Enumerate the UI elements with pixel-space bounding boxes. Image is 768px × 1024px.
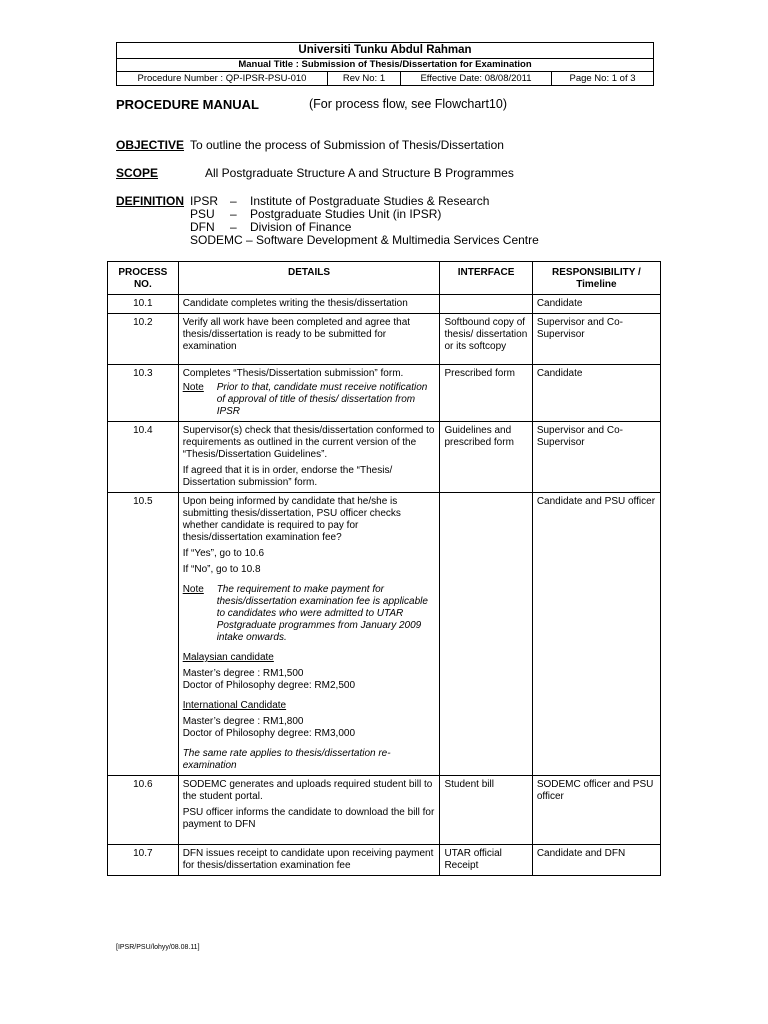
- international-candidate-label: International Candidate: [182, 700, 287, 711]
- interface-cell: Softbound copy of thesis/ dissertation or its softcopy: [440, 314, 532, 365]
- note-text: The requirement to make payment for thesis/dissertation examination fee is applicable to candidates who were admitted to UTAR Postgraduate programmes from January 2009 intake onwards.: [216, 584, 428, 643]
- table-row: [108, 422, 661, 493]
- process-no: 10.4: [108, 422, 179, 493]
- process-no: 10.3: [108, 365, 179, 422]
- details-cell: DFN issues receipt to candidate upon receiving payment for thesis/dissertation examination fee: [178, 845, 440, 876]
- header-responsibility: RESPONSIBILITY / Timeline: [532, 262, 660, 295]
- header-interface: INTERFACE: [440, 262, 532, 295]
- procedure-manual-title: PROCEDURE MANUAL: [116, 97, 259, 112]
- revision-number: Rev No: 1: [328, 72, 401, 85]
- process-table: [107, 261, 661, 876]
- responsibility-cell: Candidate and PSU officer: [532, 493, 660, 776]
- objective-label: OBJECTIVE: [116, 138, 185, 152]
- process-no: 10.1: [108, 295, 179, 314]
- interface-cell: Student bill: [440, 776, 532, 845]
- details-cell: SODEMC generates and uploads required student bill to the student portal. PSU officer informs the candidate to download the bill for payment to DFN: [178, 776, 440, 845]
- effective-date: Effective Date: 08/08/2011: [401, 72, 552, 85]
- responsibility-cell: Supervisor and Co-Supervisor: [532, 422, 660, 493]
- details-cell: Candidate completes writing the thesis/dissertation: [178, 295, 440, 314]
- same-rate-note: The same rate applies to thesis/dissertation re-examination: [182, 748, 391, 771]
- flowchart-note: (For process flow, see Flowchart10): [309, 97, 507, 111]
- note-text: Prior to that, candidate must receive notification of approval of title of thesis/ dissertation from IPSR: [216, 382, 428, 417]
- definition-label: DEFINITION: [116, 194, 184, 208]
- process-no: 10.6: [108, 776, 179, 845]
- scope-label: SCOPE: [116, 166, 159, 180]
- table-row: [108, 365, 661, 422]
- details-cell: Supervisor(s) check that thesis/dissertation conformed to requirements as outlined in the current version of the “Thesis/Dissertation Guidelines”. If agreed that it is in order, endorse the “Thesis/ Dissertation submission” form.: [178, 422, 440, 493]
- details-cell: Completes “Thesis/Dissertation submission” form. Note Prior to that, candidate must receive notification of approval of title of thesis/ dissertation from IPSR: [178, 365, 440, 422]
- note-block: [183, 382, 436, 418]
- malaysian-candidate-label: Malaysian candidate: [182, 652, 274, 663]
- document-footer: [IPSR/PSU/lohyy/08.08.11]: [116, 944, 200, 951]
- responsibility-cell: Candidate and DFN: [532, 845, 660, 876]
- process-no: 10.7: [108, 845, 179, 876]
- table-row: [108, 314, 661, 365]
- header-process-no: PROCESS NO.: [108, 262, 179, 295]
- table-header-row: [108, 262, 661, 295]
- header-details: DETAILS: [178, 262, 440, 295]
- procedure-number: Procedure Number : QP-IPSR-PSU-010: [117, 72, 328, 85]
- definition-sodemc: SODEMC – Software Development & Multimedia Services Centre: [190, 233, 539, 247]
- note-block: [183, 584, 436, 644]
- responsibility-cell: SODEMC officer and PSU officer: [532, 776, 660, 845]
- scope-text: All Postgraduate Structure A and Structure B Programmes: [205, 166, 514, 180]
- table-row: [108, 295, 661, 314]
- table-row: [108, 845, 661, 876]
- process-no: 10.5: [108, 493, 179, 776]
- responsibility-cell: Candidate: [532, 295, 660, 314]
- university-name: Universiti Tunku Abdul Rahman: [117, 43, 653, 59]
- table-row: [108, 776, 661, 845]
- page-number: Page No: 1 of 3: [569, 73, 636, 84]
- document-page: Universiti Tunku Abdul Rahman Manual Title : Submission of Thesis/Dissertation for Examination Procedure Number : QP-IPSR-PSU-010 Rev No: 1 Effective Date: 08/08/2011 Page No: 1 of 3 PROCEDURE MANUAL (For process flow, see Flowchart10) OBJECTIVE To outline the process of Submission of Thesis/Dissertation SCOPE All Postgraduate Structure A and Structure B Programmes DEFINITION IPSR – Institute of Postgraduate Studies & Research PSU – Postgraduate Studies Unit (in IPSR) DFN – Division of Finance SODEMC – Software Development & Multimedia Services Centre PROCESS NO. DETAILS INTERFACE RESPONSIBILITY / Timeline 10.1 Candidate completes writing the thesis/dissertation Candidate 10.2 Verify all work have been completed and agree that thesis/dissertation is ready to be submitted for examination Softbound copy of thesis/ dissertation or its softcopy Supervisor and Co-Supervisor 10.3 Completes “Thesis/Dissertation submission” form. Note Prior to that, candidate must receive notification of approval of title of thesis/ dissertation from IPSR Prescribed form Candidate 10.4 Supervisor(s) check that thesis/dissertation conformed to requirements as outlined in the current version of the “Thesis/Dissertation Guidelines”. If agreed that it is in order, endorse the “Thesis/ Dissertation submission” form. Guidelines and prescribed form Supervisor and Co-Supervisor 10.5 Upon being informed by candidate that he/she is submitting thesis/dissertation, PSU officer checks whether candidate is required to pay for thesis/dissertation examination fee? If “Yes”, go to 10.6 If “No”, go to 10.8 Note The requirement to make payment for thesis/dissertation examination fee is applicable to candidates who were admitted to UTAR Postgraduate programmes from January 2009 intake onwards. Malaysian candidate Master’s degree : RM1,500 Doctor of Philosophy degree: RM2,500 International Candidate Master’s degree : RM1,800 Doctor of Philosophy degree: RM3,000 The same rate applies to thesis/dissertation re-examination Candidate and PSU officer 10.6 SODEMC generates and uploads required student bill to the student portal. PSU officer informs the candidate to download the bill for payment to DFN Student bill SODEMC officer and PSU officer 10.7 DFN issues receipt to candidate upon receiving payment for thesis/dissertation examination fee UTAR official Receipt Candidate and DFN [IPSR/PSU/lohyy/08.08.11]: [0, 0, 768, 1024]
- document-header-table: [116, 42, 654, 86]
- table-row: [108, 493, 661, 776]
- responsibility-cell: Supervisor and Co-Supervisor: [532, 314, 660, 365]
- objective-text: To outline the process of Submission of Thesis/Dissertation: [190, 138, 504, 152]
- details-cell: Verify all work have been completed and agree that thesis/dissertation is ready to be submitted for examination: [178, 314, 440, 365]
- process-no: 10.2: [108, 314, 179, 365]
- interface-cell: [440, 295, 532, 314]
- note-label: Note: [182, 584, 204, 595]
- details-cell: Upon being informed by candidate that he/she is submitting thesis/dissertation, PSU officer checks whether candidate is required to pay for thesis/dissertation examination fee? If “Yes”, go to 10.6 If “No”, go to 10.8 Note The requirement to make payment for thesis/dissertation examination fee is applicable to candidates who were admitted to UTAR Postgraduate programmes from January 2009 intake onwards. Malaysian candidate Master’s degree : RM1,500 Doctor of Philosophy degree: RM2,500 International Candidate Master’s degree : RM1,800 Doctor of Philosophy degree: RM3,000 The same rate applies to thesis/dissertation re-examination: [178, 493, 440, 776]
- interface-cell: Prescribed form: [440, 365, 532, 422]
- interface-cell: Guidelines and prescribed form: [440, 422, 532, 493]
- interface-cell: UTAR official Receipt: [440, 845, 532, 876]
- note-label: Note: [182, 382, 204, 393]
- manual-title: Manual Title : Submission of Thesis/Dissertation for Examination: [117, 59, 653, 72]
- responsibility-cell: Candidate: [532, 365, 660, 422]
- interface-cell: [440, 493, 532, 776]
- header-meta-row: [117, 72, 653, 85]
